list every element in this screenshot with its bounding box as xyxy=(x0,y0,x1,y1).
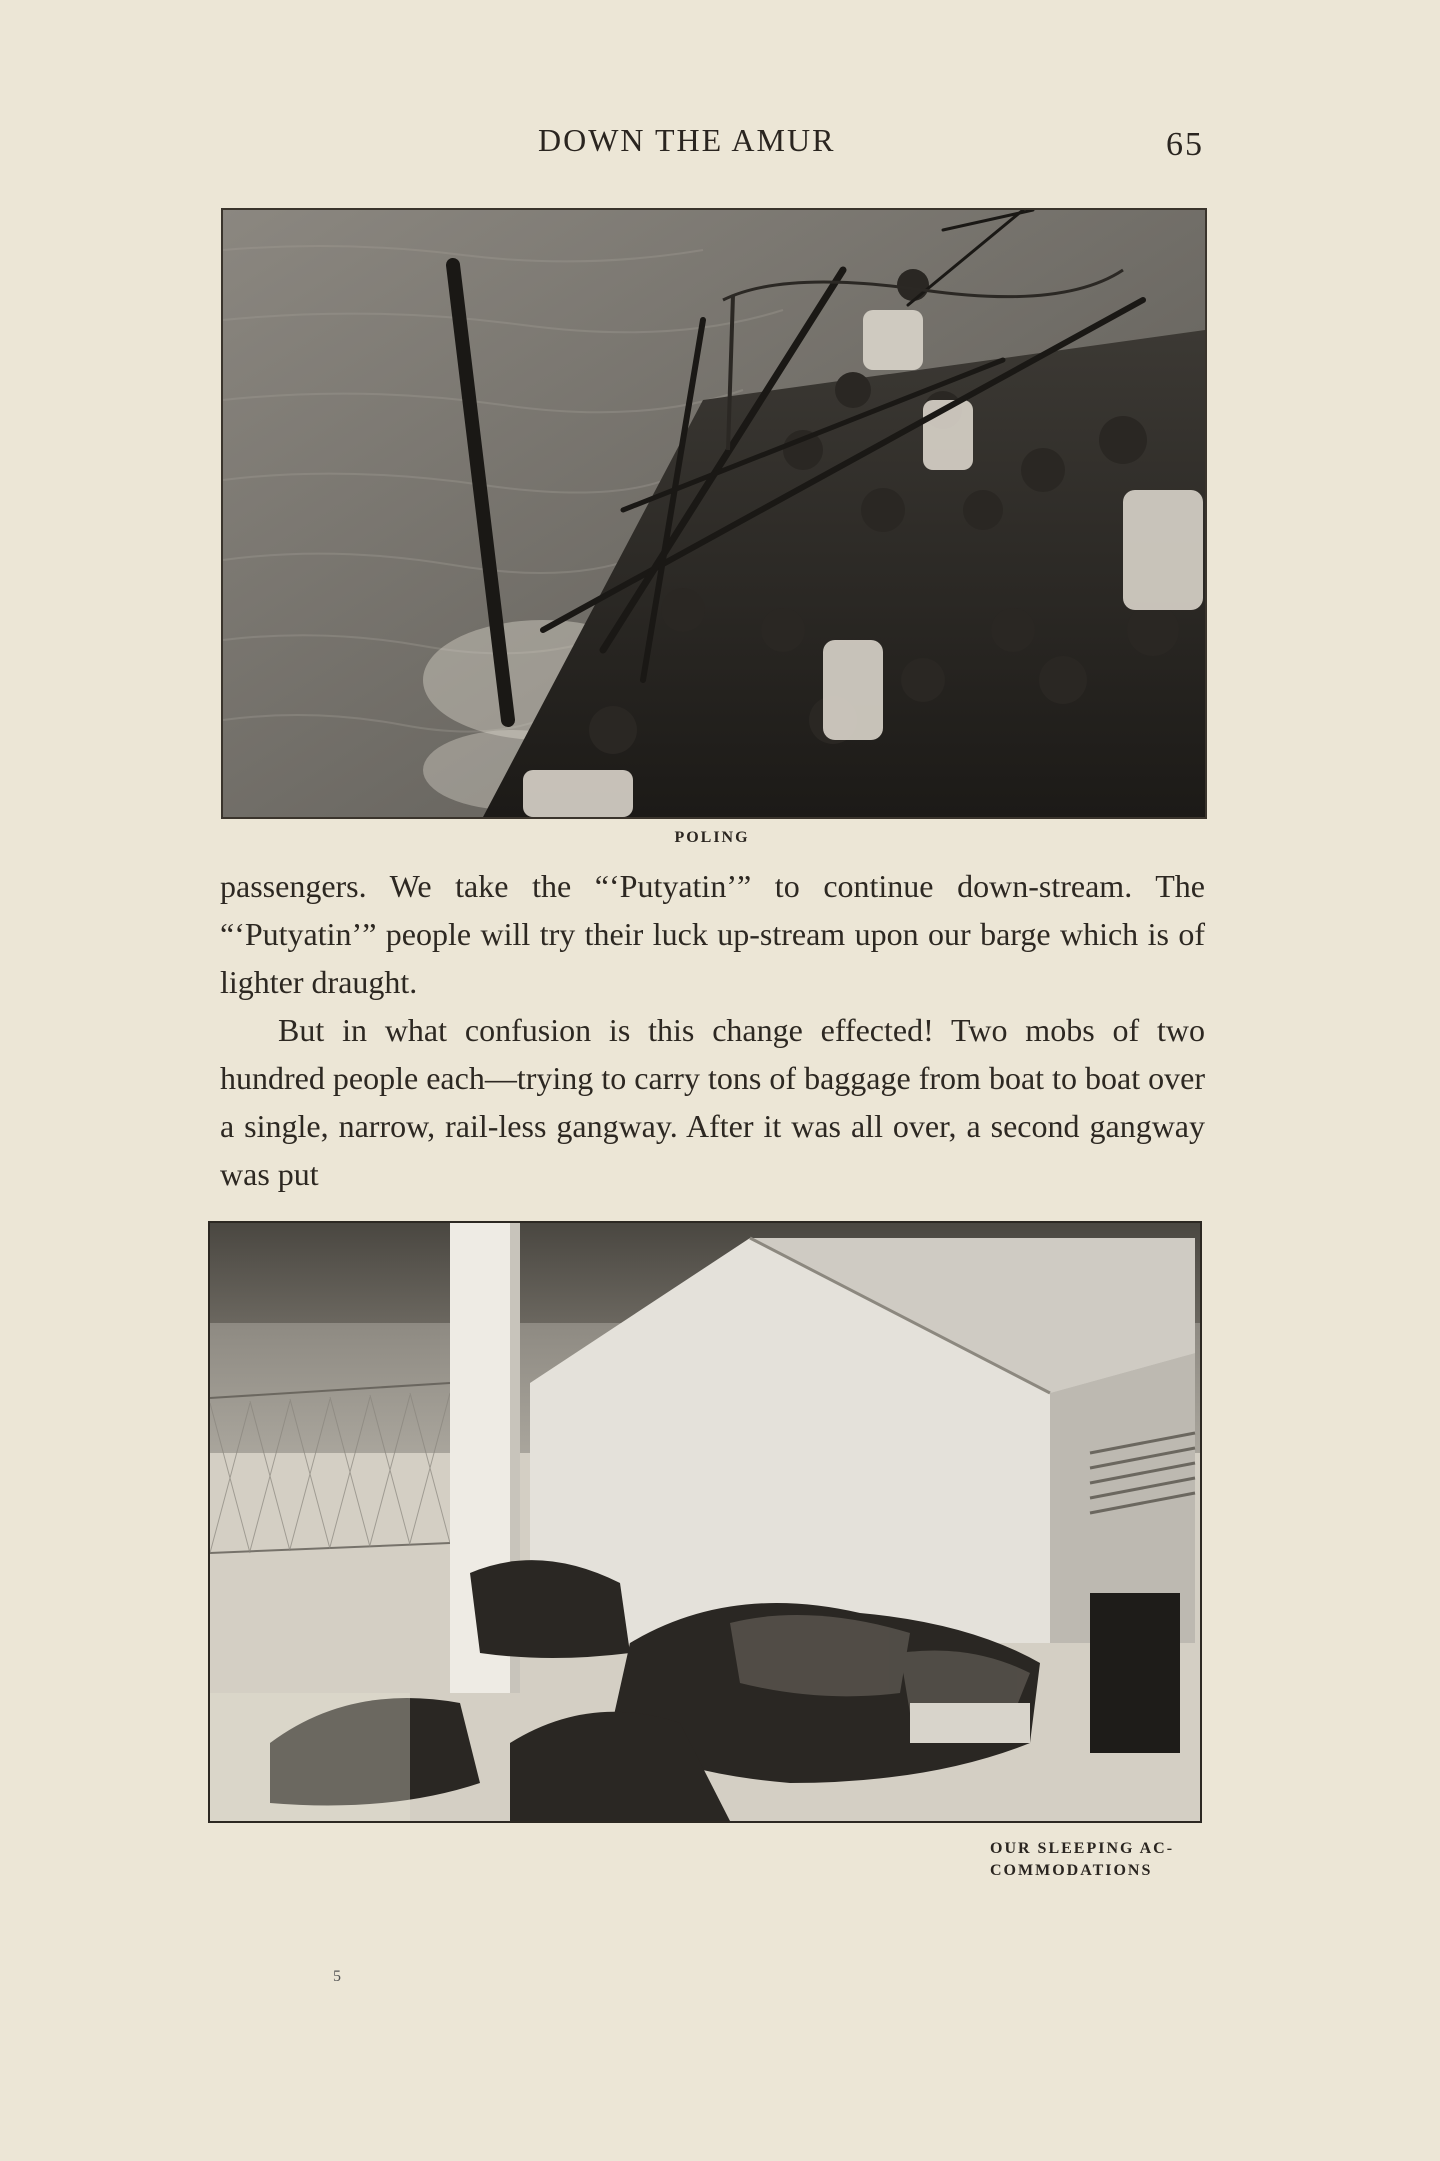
paragraph-1: passengers. We take the “‘Putyatin’” to continue down-stream. The “‘Putyatin’” people will try their luck up-stream upon our barge which is of lighter draught. xyxy=(220,868,1205,1000)
sleeping-caption-line-2: COMMODATIONS xyxy=(990,1862,1153,1879)
sleeping-caption xyxy=(990,1838,1200,1882)
sleeping-photo-illustration xyxy=(210,1223,1200,1821)
running-title: DOWN THE AMUR xyxy=(538,122,836,158)
poling-photo-illustration xyxy=(223,210,1205,817)
poling-caption: POLING xyxy=(674,829,750,846)
sleeping-caption-line-1: OUR SLEEPING AC- xyxy=(990,1840,1175,1857)
signature-mark: 5 xyxy=(333,1968,341,1985)
paragraph-2: But in what confusion is this change effected! Two mobs of two hundred people each—trying to carry tons of baggage from boat to boat over a single, narrow, rail-less gangway. After it was all over, a second gangway was put xyxy=(220,1012,1205,1192)
page-number: 65 xyxy=(1166,126,1204,163)
poling-photograph xyxy=(221,208,1207,819)
sleeping-accommodations-photograph xyxy=(208,1221,1202,1823)
body-text xyxy=(220,862,1205,1198)
